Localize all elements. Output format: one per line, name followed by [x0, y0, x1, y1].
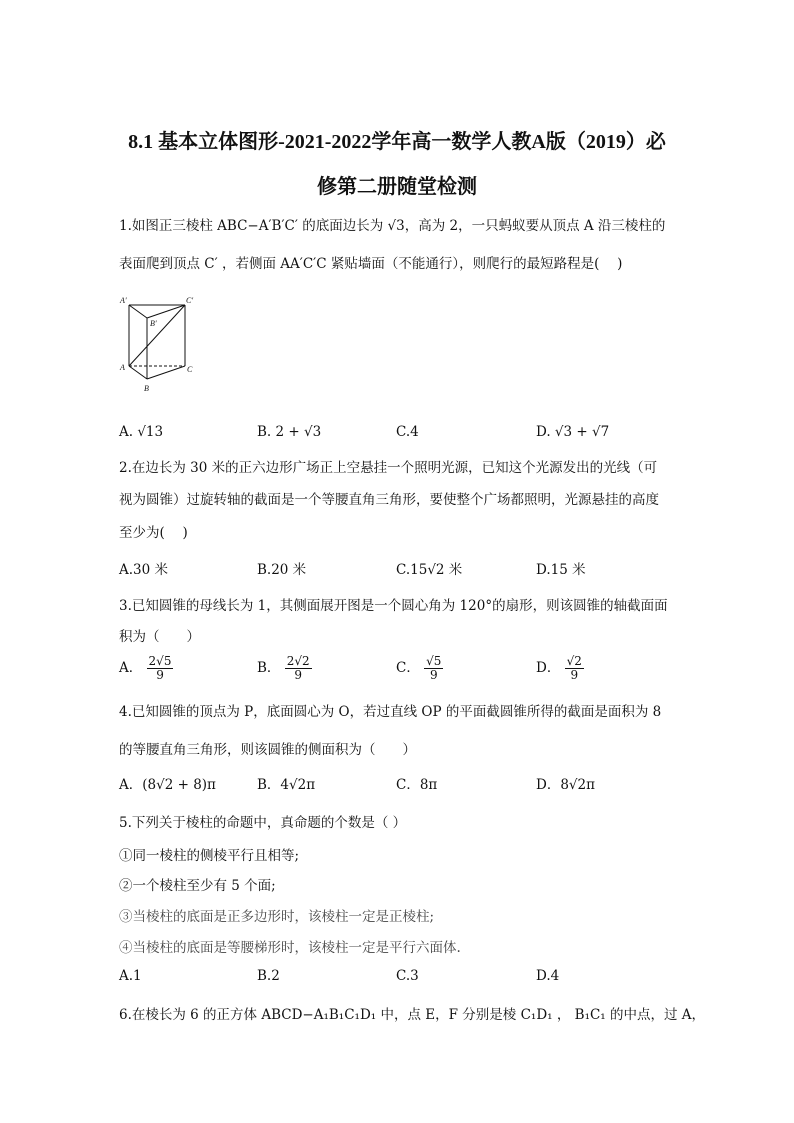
- q3-option-b-den: 9: [294, 668, 302, 682]
- q1-option-d: D. √3 + √7: [536, 424, 610, 440]
- prism-figure: [117, 293, 207, 398]
- q3-option-c: [396, 655, 443, 682]
- q6-stem-line1: 6.在棱长为 6 的正方体 ABCD−A₁B₁C₁D₁ 中，点 E，F 分别是棱 C₁D₁ ， B₁C₁ 的中点，过 A，: [119, 1007, 706, 1023]
- q4-option-a: A．(8√2 + 8)π: [119, 777, 216, 793]
- q2-option-b: B.20 米: [257, 562, 307, 578]
- q5-statement-1: ①同一棱柱的侧棱平行且相等;: [119, 848, 300, 864]
- q1-option-b: B. 2 + √3: [257, 424, 322, 440]
- q3-option-d: [536, 655, 584, 682]
- fig-label-a1: A′: [120, 296, 127, 305]
- q2-stem-line2: 视为圆锥）过旋转轴的截面是一个等腰直角三角形，要使整个广场都照明，光源悬挂的高度: [119, 492, 659, 508]
- q5-statement-3: ③当棱柱的底面是正多边形时，该棱柱一定是正棱柱;: [119, 909, 435, 925]
- q2-option-d: D.15 米: [536, 562, 586, 578]
- fig-label-c: C: [187, 365, 193, 374]
- q3-option-c-den: 9: [429, 668, 438, 682]
- q5-stem: 5.下列关于棱柱的命题中，真命题的个数是（ ）: [119, 815, 407, 831]
- q5-statement-4: ④当棱柱的底面是等腰梯形时，该棱柱一定是平行六面体.: [119, 940, 461, 956]
- q1-stem-line1: 1.如图正三棱柱 ABC−A′B′C′ 的底面边长为 √3，高为 2，一只蚂蚁要从顶点 A 沿三棱柱的: [119, 218, 666, 234]
- fig-label-b: B: [144, 384, 149, 393]
- q3-option-d-label: D．: [536, 660, 561, 676]
- q3-option-b-label: B．: [257, 660, 281, 676]
- q4-stem-line2: 的等腰直角三角形，则该圆锥的侧面积为（ ）: [119, 742, 416, 758]
- q1-option-c: C.4: [396, 424, 419, 440]
- q3-option-b-num: 2√2: [286, 654, 310, 668]
- fig-label-c1: C′: [186, 296, 194, 305]
- q4-stem-line1: 4.已知圆锥的顶点为 P，底面圆心为 O，若过直线 OP 的平面截圆锥所得的截面是面积为 8: [119, 704, 662, 720]
- q1-stem-line2: 表面爬到顶点 C′ ，若侧面 AA′C′C 紧贴墙面（不能通行），则爬行的最短路程是( ): [119, 256, 623, 272]
- q2-stem-line3: 至少为( ): [119, 525, 188, 541]
- q1-option-a: A. √13: [119, 424, 164, 440]
- q5-statement-2: ②一个棱柱至少有 5 个面;: [119, 878, 276, 894]
- q3-option-b: [257, 655, 312, 682]
- q3-option-d-num: √2: [566, 654, 582, 668]
- q2-option-a: A.30 米: [119, 562, 169, 578]
- q4-option-c: C．8π: [396, 777, 438, 793]
- q5-option-d: D.4: [536, 968, 560, 984]
- q3-option-a-num: 2√5: [148, 654, 172, 668]
- q3-stem-line2: 积为（ ）: [119, 629, 200, 645]
- q3-stem-line1: 3.已知圆锥的母线长为 1，其侧面展开图是一个圆心角为 120°的扇形，则该圆锥的轴截面面: [119, 598, 668, 614]
- q3-option-d-den: 9: [570, 668, 579, 682]
- doc-title-line2: 修第二册随堂检测: [317, 176, 477, 198]
- q3-option-c-fraction: [424, 655, 443, 682]
- q3-option-d-fraction: [565, 655, 584, 682]
- fig-label-b1: B′: [150, 319, 157, 328]
- q3-option-a-label: A．: [119, 660, 143, 676]
- q4-option-b: B．4√2π: [257, 777, 316, 793]
- q3-option-c-label: C．: [396, 660, 420, 676]
- doc-title-line1: 8.1 基本立体图形-2021-2022学年高一数学人教A版（2019）必: [128, 131, 666, 153]
- fig-label-a: A: [120, 363, 125, 372]
- q3-option-c-num: √5: [426, 654, 442, 668]
- q3-option-b-fraction: [285, 655, 312, 682]
- q2-option-c: C.15√2 米: [396, 562, 463, 578]
- q5-option-a: A.1: [119, 968, 142, 984]
- q3-option-a-den: 9: [156, 668, 164, 682]
- q5-option-b: B.2: [257, 968, 280, 984]
- q3-option-a: [119, 655, 173, 682]
- q5-option-c: C.3: [396, 968, 419, 984]
- q2-stem-line1: 2.在边长为 30 米的正六边形广场正上空悬挂一个照明光源，已知这个光源发出的光线（可: [119, 460, 658, 476]
- q4-option-d: D．8√2π: [536, 777, 595, 793]
- q3-option-a-fraction: [147, 655, 174, 682]
